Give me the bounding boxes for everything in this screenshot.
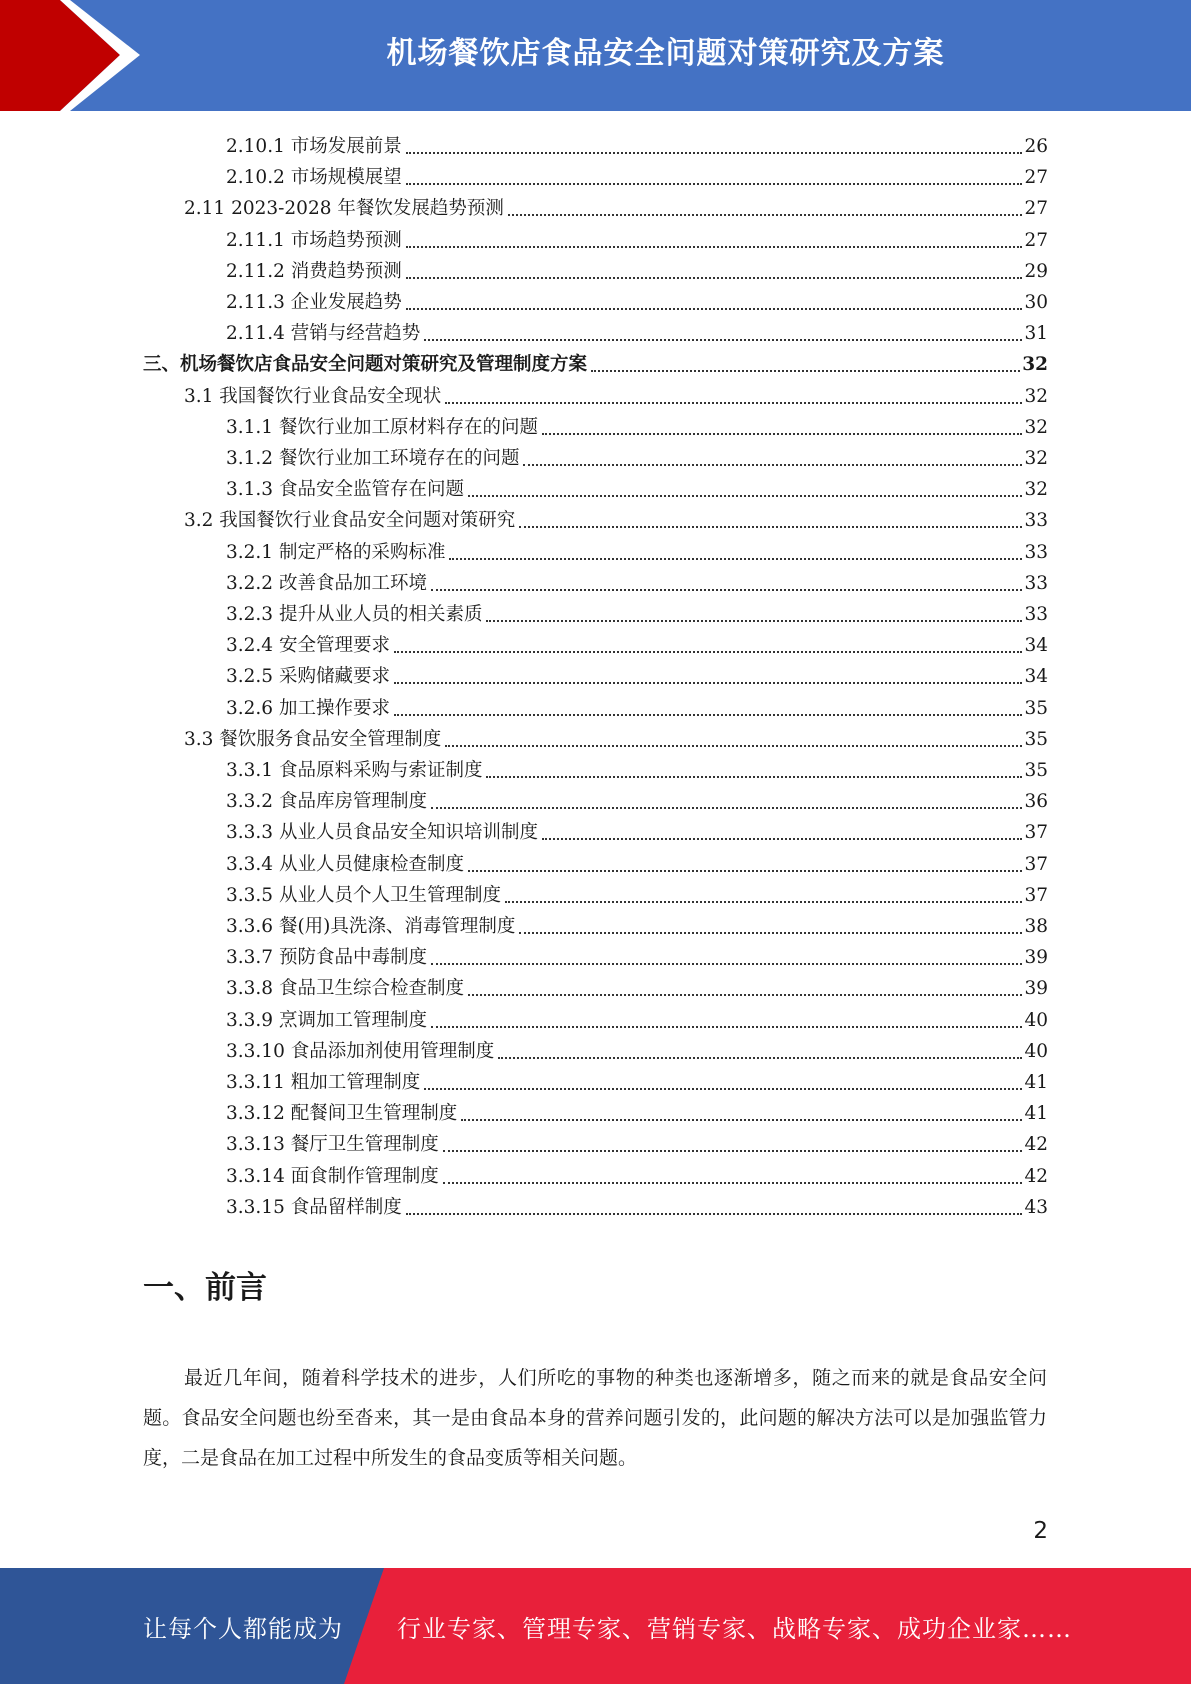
toc-entry-label: 3.3.1 食品原料采购与索证制度 [226,760,483,781]
toc-entry-label: 3.3.10 食品添加剂使用管理制度 [226,1040,495,1062]
toc-entry-label: 2.11.2 消费趋势预测 [226,260,402,282]
toc-entry[interactable] [226,159,1048,190]
toc-leader-dots [431,963,1022,965]
toc-entry[interactable] [226,1002,1048,1033]
toc-entry-page: 27 [1024,229,1048,251]
toc-entry-label: 3.2 我国餐饮行业食品安全问题对策研究 [184,510,516,532]
toc-entry[interactable] [184,502,1048,533]
toc-leader-dots [468,870,1022,872]
toc-entry-label: 3.3.12 配餐间卫生管理制度 [226,1103,458,1125]
toc-entry[interactable] [226,596,1048,627]
toc-entry-label: 3.3.3 从业人员食品安全知识培训制度 [226,822,538,844]
toc-leader-dots [406,246,1023,248]
toc-entry[interactable] [226,1064,1048,1095]
toc-entry-page: 40 [1024,1040,1048,1062]
toc-entry[interactable] [184,190,1048,221]
toc-leader-dots [431,1026,1022,1028]
toc-leader-dots [443,1182,1023,1184]
toc-entry-page: 35 [1024,697,1048,719]
toc-entry-page: 37 [1024,853,1048,875]
toc-entry-page: 41 [1024,1072,1048,1093]
toc-entry-label: 2.11.3 企业发展趋势 [226,292,402,313]
toc-entry[interactable] [226,222,1048,253]
toc-entry-label: 3.3.4 从业人员健康检查制度 [226,853,464,875]
toc-leader-dots [468,495,1022,497]
toc-entry-page: 32 [1024,448,1048,469]
toc-leader-dots [406,183,1023,185]
toc-leader-dots [406,1213,1023,1215]
toc-leader-dots [443,1150,1023,1152]
toc-entry[interactable] [226,970,1048,1001]
toc-entry[interactable] [226,409,1048,440]
toc-leader-dots [394,714,1022,716]
toc-entry-page: 29 [1024,260,1048,282]
toc-entry-page: 27 [1024,167,1048,189]
toc-entry[interactable] [226,315,1048,346]
toc-leader-dots [445,745,1022,747]
footer-slogan-left: 让每个人都能成为 [143,1614,343,1643]
toc-leader-dots [486,620,1022,622]
toc-entry-page: 33 [1024,541,1048,563]
toc-leader-dots [406,308,1023,310]
toc-entry-label: 3.1 我国餐饮行业食品安全现状 [184,385,442,407]
toc-entry[interactable] [226,253,1048,284]
toc-entry[interactable] [226,846,1048,877]
page-number: 2 [1033,1518,1048,1544]
toc-entry[interactable] [226,128,1048,159]
toc-entry-page: 31 [1024,323,1048,345]
toc-entry-label: 3.2.6 加工操作要求 [226,697,390,719]
section-heading: 一、前言 [143,1270,267,1306]
toc-entry[interactable] [226,1189,1048,1220]
toc-entry-label: 3.3.8 食品卫生综合检查制度 [226,978,464,1000]
toc-entry-label: 3.3.11 粗加工管理制度 [226,1072,421,1093]
toc-leader-dots [431,589,1022,591]
toc-entry-label: 3.2.5 采购储藏要求 [226,666,390,688]
toc-entry-page: 35 [1024,728,1048,750]
toc-entry-label: 3.2.1 制定严格的采购标准 [226,541,446,563]
toc-leader-dots [519,932,1022,934]
toc-leader-dots [461,1119,1022,1121]
toc-entry-label: 3.3.5 从业人员个人卫生管理制度 [226,884,501,906]
toc-entry-page: 36 [1024,791,1048,813]
toc-entry[interactable] [226,939,1048,970]
toc-entry[interactable] [226,1033,1048,1064]
toc-entry-page: 39 [1024,978,1048,1000]
toc-entry[interactable] [226,1126,1048,1157]
toc-entry-label: 三、机场餐饮店食品安全问题对策研究及管理制度方案 [143,354,588,376]
toc-entry-label: 2.11.4 营销与经营趋势 [226,323,421,345]
toc-entry-page: 38 [1024,916,1048,937]
toc-entry[interactable] [226,814,1048,845]
toc-leader-dots [505,901,1022,903]
toc-entry-page: 42 [1024,1165,1048,1187]
toc-leader-dots [498,1057,1022,1059]
toc-entry-label: 3.3 餐饮服务食品安全管理制度 [184,728,442,750]
toc-entry-page: 42 [1024,1134,1048,1156]
toc-entry-label: 2.11.1 市场趋势预测 [226,229,402,251]
toc-entry-page: 39 [1024,947,1048,969]
toc-entry[interactable] [226,908,1048,939]
toc-entry[interactable] [226,627,1048,658]
toc-entry-label: 3.3.15 食品留样制度 [226,1196,402,1218]
toc-entry-page: 37 [1024,884,1048,906]
toc-entry-page: 33 [1024,572,1048,594]
toc-leader-dots [519,526,1022,528]
toc-entry[interactable] [143,346,1048,377]
toc-entry-label: 3.1.2 餐饮行业加工环境存在的问题 [226,448,520,469]
toc-leader-dots [591,370,1020,372]
page-header [0,0,1191,111]
toc-entry-page: 32 [1022,354,1048,376]
toc-leader-dots [542,433,1022,435]
toc-entry[interactable] [226,877,1048,908]
toc-entry-label: 3.3.13 餐厅卫生管理制度 [226,1134,439,1156]
toc-entry[interactable] [226,440,1048,471]
toc-entry-label: 3.1.1 餐饮行业加工原材料存在的问题 [226,416,538,438]
toc-leader-dots [406,152,1023,154]
toc-entry-page: 37 [1024,822,1048,844]
toc-entry[interactable] [226,1095,1048,1126]
toc-entry-label: 3.2.4 安全管理要求 [226,635,390,657]
toc-leader-dots [542,838,1022,840]
toc-entry-page: 34 [1024,666,1048,688]
toc-entry-label: 3.3.6 餐(用)具洗涤、消毒管理制度 [226,916,516,937]
toc-entry-page: 34 [1024,635,1048,657]
toc-entry[interactable] [226,565,1048,596]
page-footer [0,1568,1191,1684]
toc-entry[interactable] [184,721,1048,752]
toc-entry-label: 2.10.2 市场规模展望 [226,167,402,189]
toc-entry-page: 35 [1024,760,1048,781]
toc-entry[interactable] [226,1158,1048,1189]
toc-entry-label: 3.3.14 面食制作管理制度 [226,1165,439,1187]
toc-entry-page: 33 [1024,604,1048,625]
toc-entry-label: 2.11 2023-2028 年餐饮发展趋势预测 [184,198,504,220]
toc-leader-dots [394,682,1022,684]
toc-leader-dots [424,339,1022,341]
toc-leader-dots [508,214,1023,216]
toc-leader-dots [445,402,1022,404]
toc-entry-page: 33 [1024,510,1048,532]
toc-entry-page: 32 [1024,385,1048,407]
toc-entry[interactable] [226,471,1048,502]
toc-entry-page: 30 [1024,292,1048,313]
toc-leader-dots [523,464,1022,466]
toc-entry-label: 3.1.3 食品安全监管存在问题 [226,479,464,501]
toc-leader-dots [486,776,1022,778]
toc-entry-page: 43 [1024,1196,1048,1218]
toc-entry-page: 32 [1024,479,1048,501]
toc-entry-page: 27 [1024,198,1048,220]
body-paragraph: 最近几年间，随着科学技术的进步，人们所吃的事物的种类也逐渐增多，随之而来的就是食品安全问题。食品安全问题也纷至沓来，其一是由食品本身的营养问题引发的，此问题的解决方法可以是加强监管力度，二是食品在加工过程中所发生的食品变质等相关问题。 [143,1367,1047,1469]
footer-slogan-right: 行业专家、管理专家、营销专家、战略专家、成功企业家…… [397,1614,1072,1643]
toc-entry[interactable] [226,783,1048,814]
toc-leader-dots [449,558,1022,560]
toc-entry-page: 32 [1024,416,1048,438]
toc-entry-page: 41 [1024,1103,1048,1125]
toc-entry[interactable] [184,378,1048,409]
document-title: 机场餐饮店食品安全问题对策研究及方案 [386,36,945,71]
toc-entry-label: 3.2.2 改善食品加工环境 [226,572,427,594]
toc-entry-page: 26 [1024,136,1048,157]
toc-entry-label: 3.2.3 提升从业人员的相关素质 [226,604,483,625]
toc-entry[interactable] [226,534,1048,565]
toc-leader-dots [431,807,1022,809]
toc-entry[interactable] [226,284,1048,315]
toc-entry-label: 3.3.7 预防食品中毒制度 [226,947,427,969]
toc-entry[interactable] [226,690,1048,721]
toc-leader-dots [394,651,1022,653]
toc-entry[interactable] [226,658,1048,689]
toc-entry[interactable] [226,752,1048,783]
toc-leader-dots [468,994,1022,996]
toc-entry-page: 40 [1024,1009,1048,1031]
toc-leader-dots [406,277,1023,279]
toc-entry-label: 2.10.1 市场发展前景 [226,136,402,157]
toc-entry-label: 3.3.9 烹调加工管理制度 [226,1009,427,1031]
toc-leader-dots [424,1088,1022,1090]
toc-entry-label: 3.3.2 食品库房管理制度 [226,791,427,813]
